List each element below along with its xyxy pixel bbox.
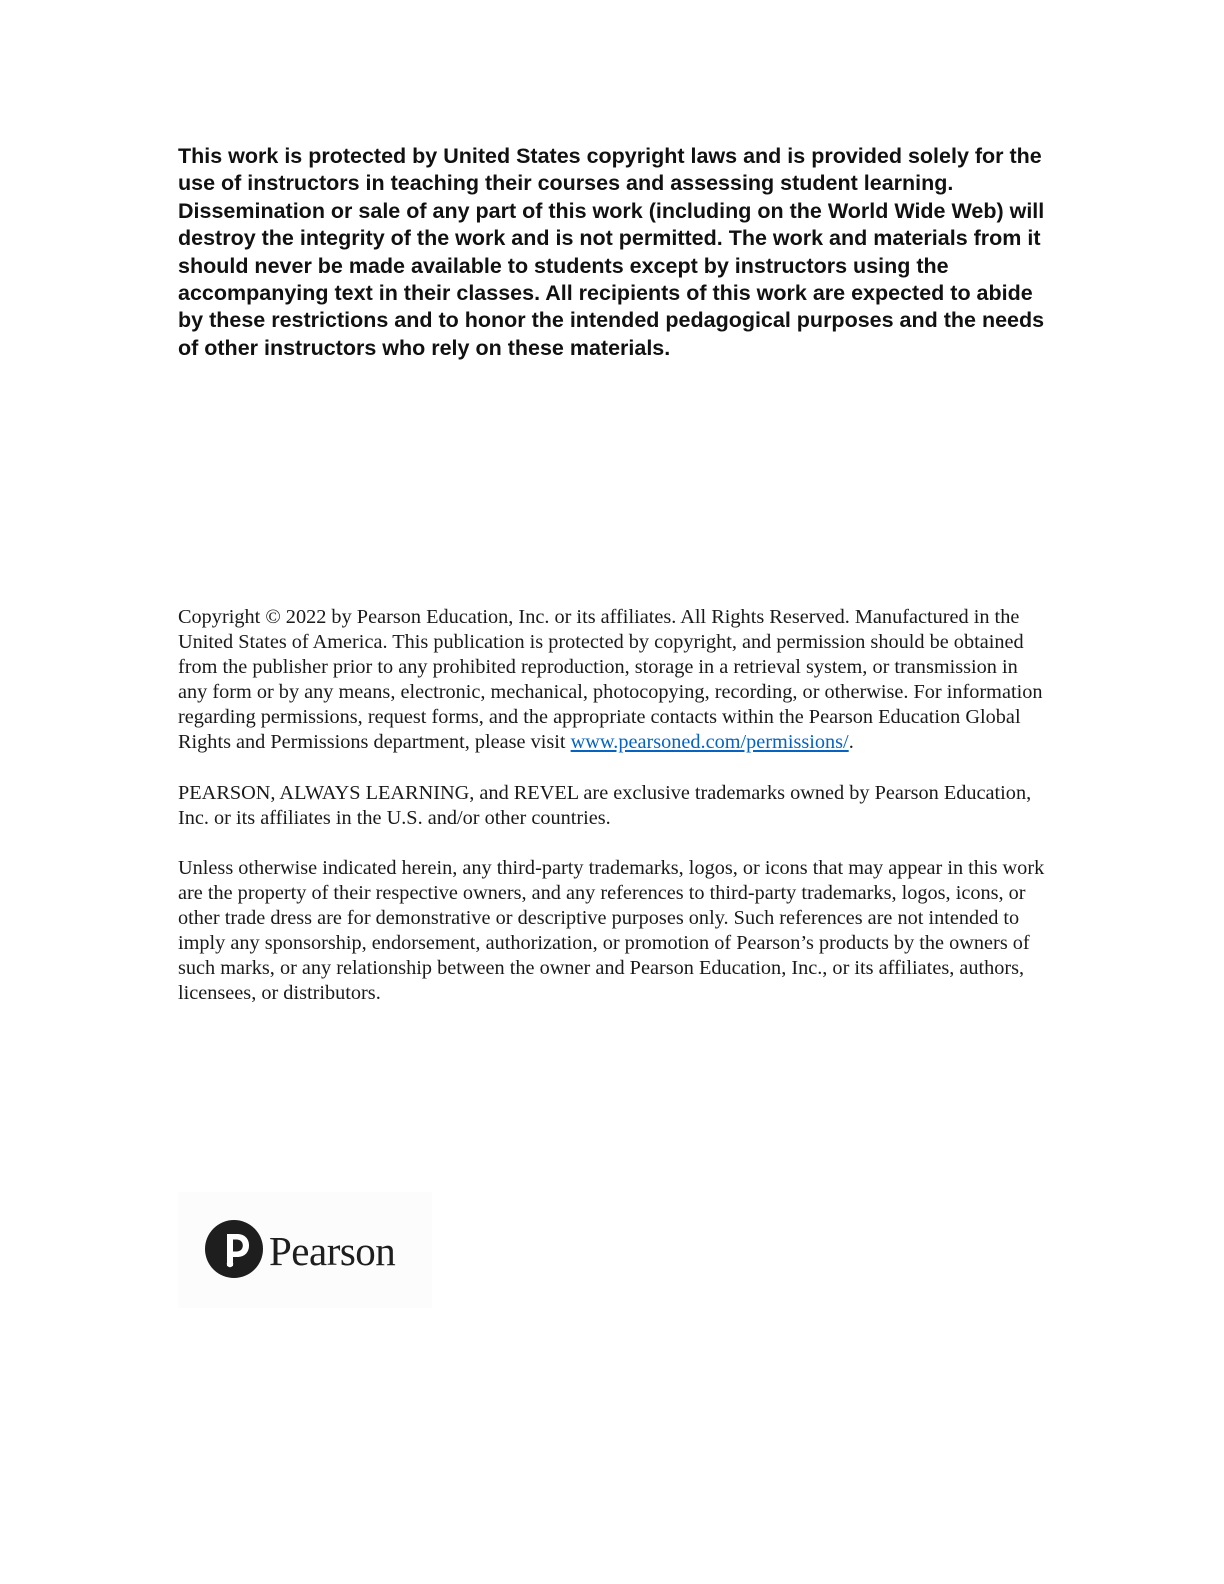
pearson-wordmark: Pearson (269, 1228, 396, 1274)
copyright-paragraph (178, 605, 1048, 756)
trademark-paragraph: PEARSON, ALWAYS LEARNING, and REVEL are exclusive trademarks owned by Pearson Education, Inc. or its affiliates in the U.S. and/or other countries. (178, 781, 1032, 829)
permissions-link[interactable]: www.pearsoned.com/permissions/ (570, 731, 849, 754)
copyright-warning: This work is protected by United States copyright laws and is provided solely for the use of instructors in teaching their courses and assessing student learning. Dissemination or sale of any part of this work (including on the World Wide Web) will destroy the integrity of the work and is not permitted. The work and materials from it should never be made available to students except by instructors using the accompanying text in their classes. All recipients of this work are expected to abide by these restrictions and to honor the intended pedagogical purposes and the needs of other instructors who rely on these materials. (178, 144, 1045, 360)
pearson-logo (178, 1192, 432, 1308)
copyright-text-end: . (848, 731, 854, 754)
pearson-p-logo-icon (205, 1220, 263, 1278)
third-party-paragraph: Unless otherwise indicated herein, any third-party trademarks, logos, or icons that may appear in this work are the property of their respective owners, and any references to third-party trademarks, logos, icons, or other trade dress are for demonstrative or descriptive purposes only. Such references are not intended to imply any sponsorship, endorsement, authorization, or promotion of Pearson’s products by the owners of such marks, or any relationship between the owner and Pearson Education, Inc., or its affiliates, authors, licensees, or distributors. (178, 856, 1045, 1005)
copyright-notice (178, 605, 1048, 1031)
copyright-text: Copyright © 2022 by Pearson Education, Inc. or its affiliates. All Rights Reserved. Manufactured in the United States of America. This publication is protected by copyright, and permission should be obtained from the publisher prior to any prohibited reproduction, storage in a retrieval system, or transmission in any form or by any means, electronic, mechanical, photocopying, recording, or otherwise. For information regarding permissions, request forms, and the appropriate contacts within the Pearson Education Global Rights and Permissions department, please visit (178, 606, 1043, 754)
